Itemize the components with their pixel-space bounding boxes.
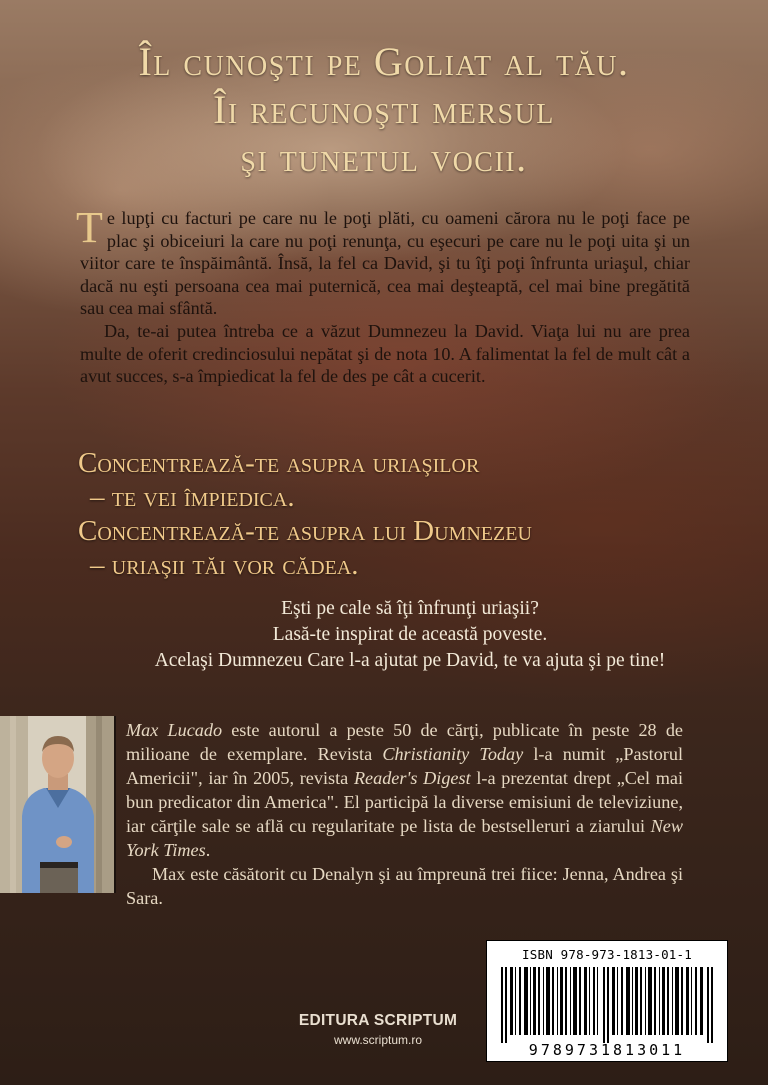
author-bio-paragraph-1 <box>126 718 683 862</box>
barcode-bars <box>495 967 719 1043</box>
publisher <box>278 1011 478 1049</box>
magazine-readers-digest: Reader's Digest <box>353 768 471 788</box>
publisher-name: EDITURA SCRIPTUM <box>298 1012 458 1029</box>
headline-line-1: Îl cunoşti pe Goliat al tău. <box>138 39 630 84</box>
barcode-number: 9789731813011 <box>528 1041 686 1059</box>
blurb <box>76 203 690 388</box>
headline <box>40 38 728 182</box>
drop-cap: T <box>76 203 103 252</box>
barcode <box>486 940 728 1062</box>
blurb-paragraph-1-text: e lupţi cu facturi pe care nu le poţi plăti, cu oameni cărora nu le poţi face pe plac şi obiceiuri la care nu poţi renunţa, cu eşecuri pe care nu le poţi uita şi un viitor care te înspăimântă. Însă, la fel ca David, şi tu îţi poţi înfrunta uriaşul, chiar dacă nu eşti persoana cea mai puternică, cea mai deşteaptă, cel mai bine pregătită sau cea mai sfântă. <box>80 208 690 319</box>
author-bio-text-2: l-a numit „Pastorul Americii", iar în 2005, revista <box>126 744 683 788</box>
tagline-line-1: Eşti pe cale să îţi înfrunţi uriaşii? <box>281 598 539 619</box>
headline-line-3: şi tunetul vocii. <box>240 135 528 180</box>
author-photo <box>0 716 116 893</box>
slogan-line-4: – uriaşii tăi vor cădea. <box>90 549 359 581</box>
tagline <box>90 596 730 674</box>
blurb-paragraph-2: Da, te-ai putea întreba ce a văzut Dumnezeu la David. Viaţa lui nu are prea multe de oferit credinciosului nepătat şi de nota 10. A falimentat la fel de mult cât a avut succes, s-a împiedicat la fel de des pe cât a cucerit. <box>80 320 690 387</box>
headline-line-2: Îi recunoşti mersul <box>213 87 555 132</box>
tagline-line-2: Lasă-te inspirat de această poveste. <box>272 624 548 645</box>
slogan-line-1: Concentrează-te asupra uriaşilor <box>78 447 480 479</box>
author-bio <box>126 718 683 910</box>
author-bio-text-1: este autorul a peste 50 de cărţi, publicate în peste 28 de milioane de exemplare. Revista <box>126 720 683 764</box>
newspaper-new-york-times: New York Times <box>126 816 683 860</box>
author-name: Max Lucado <box>126 720 223 740</box>
slogan <box>78 446 698 582</box>
slogan-line-2: – te vei împiedica. <box>90 481 295 513</box>
tagline-line-3: Acelaşi Dumnezeu Care l-a ajutat pe David, te va ajuta şi pe tine! <box>154 650 666 671</box>
blurb-paragraph-1 <box>76 203 690 320</box>
author-bio-text-4: . <box>205 840 211 860</box>
slogan-line-3: Concentrează-te asupra lui Dumnezeu <box>78 515 532 547</box>
author-bio-paragraph-2: Max este căsătorit cu Denalyn şi au împreună trei fiice: Jenna, Andrea şi Sara. <box>126 864 683 908</box>
publisher-url: www.scriptum.ro <box>333 1033 422 1047</box>
author-bio-text-3: l-a prezentat drept „Cel mai bun predicator din America". El participă la diverse emisiuni de televiziune, iar cărţile sale se află cu regularitate pe lista de bestselleruri a ziarului <box>126 768 684 836</box>
magazine-christianity-today: Christianity Today <box>382 744 524 764</box>
isbn-label: ISBN 978-973-1813-01-1 <box>522 947 692 962</box>
